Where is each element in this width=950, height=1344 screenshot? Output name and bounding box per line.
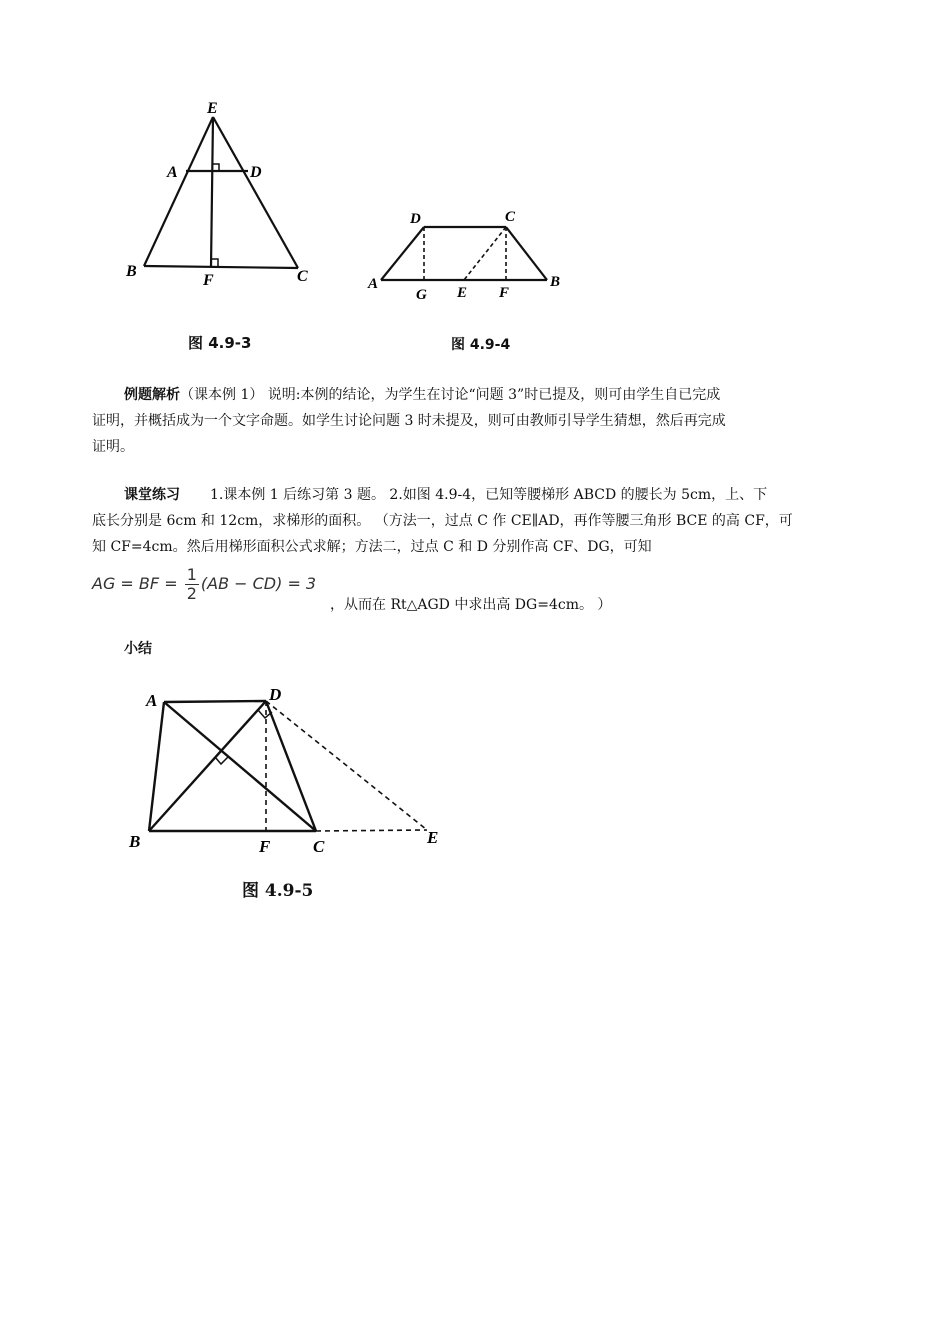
example-line-1: （课本例 1） 说明:本例的结论，为学生在讨论“问题 3”时已提及，则可由学生自已完成 [180, 387, 721, 403]
label-b: B [126, 263, 137, 280]
altitude-ef [211, 117, 213, 267]
label-e: E [457, 285, 468, 301]
label-a: A [167, 164, 178, 181]
segment-ce [464, 227, 506, 280]
practice-heading: 课堂练习 [124, 487, 180, 503]
caption-figure-4-9-3: 图 4.9-3 [188, 334, 252, 352]
label-c: C [313, 837, 325, 856]
formula-tail-text: ，从而在 Rt△AGD 中求出高 DG=4cm。 ） [330, 597, 612, 613]
label-c: C [505, 209, 516, 225]
practice-line-2: 底长分别是 6cm 和 12cm，求梯形的面积。 （方法一，过点 C 作 CE∥AD，再作等腰三角形 BCE 的高 CF，可 [92, 513, 793, 529]
example-heading: 例题解析 [124, 387, 180, 403]
edge-ad [164, 701, 266, 702]
figure-4-9-5 [120, 680, 460, 860]
figure-4-9-4 [360, 200, 580, 310]
edge-cb [506, 227, 547, 280]
summary-heading: 小结 [124, 641, 152, 657]
practice-line-3: 知 CF=4cm。然后用梯形面积公式求解；方法二，过点 C 和 D 分别作高 CF、DG，可知 [92, 539, 652, 555]
right-angle-mark-center [215, 757, 228, 764]
caption-figure-4-9-4: 图 4.9-4 [451, 337, 511, 353]
diagonal-bd [149, 701, 266, 831]
label-e: E [427, 828, 439, 847]
label-b: B [129, 832, 141, 851]
edge-ec [213, 117, 298, 268]
label-f: F [203, 272, 214, 289]
label-c: C [297, 268, 308, 285]
formula-right: (AB − CD) = 3 [200, 574, 317, 593]
label-a: A [368, 276, 379, 292]
label-b: B [550, 274, 561, 290]
formula-ag-bf [92, 566, 316, 603]
example-line-2: 证明，并概括成为一个文字命题。如学生讨论问题 3 时未提及，则可由教师引导学生猜想，然后再完成 [92, 413, 726, 429]
label-a: A [146, 691, 158, 710]
figure-4-9-3 [110, 95, 330, 295]
practice-line-1: 1.课本例 1 后练习第 3 题。 2.如图 4.9-4，已知等腰梯形 ABCD 的腰长为 5cm，上、下 [210, 487, 768, 503]
edge-ab [149, 702, 164, 831]
label-e: E [207, 100, 218, 117]
example-paragraph [92, 382, 862, 460]
caption-figure-4-9-5: 图 4.9-5 [242, 881, 314, 901]
edge-eb [144, 117, 213, 266]
formula-numerator: 1 [186, 565, 197, 584]
edge-bc [144, 266, 298, 268]
formula-left: AG = BF = [92, 574, 183, 593]
practice-paragraph [92, 482, 862, 560]
formula-denominator: 2 [186, 584, 197, 603]
label-f: F [499, 285, 510, 301]
edge-ad [381, 227, 424, 280]
segment-ce [316, 830, 427, 831]
formula-fraction [185, 566, 199, 603]
label-d: D [250, 164, 262, 181]
example-line-3: 证明。 [92, 439, 134, 455]
label-d: D [410, 211, 421, 227]
diagonal-ac [164, 702, 316, 831]
label-g: G [416, 287, 427, 303]
label-d: D [269, 685, 282, 704]
label-f: F [259, 837, 271, 856]
